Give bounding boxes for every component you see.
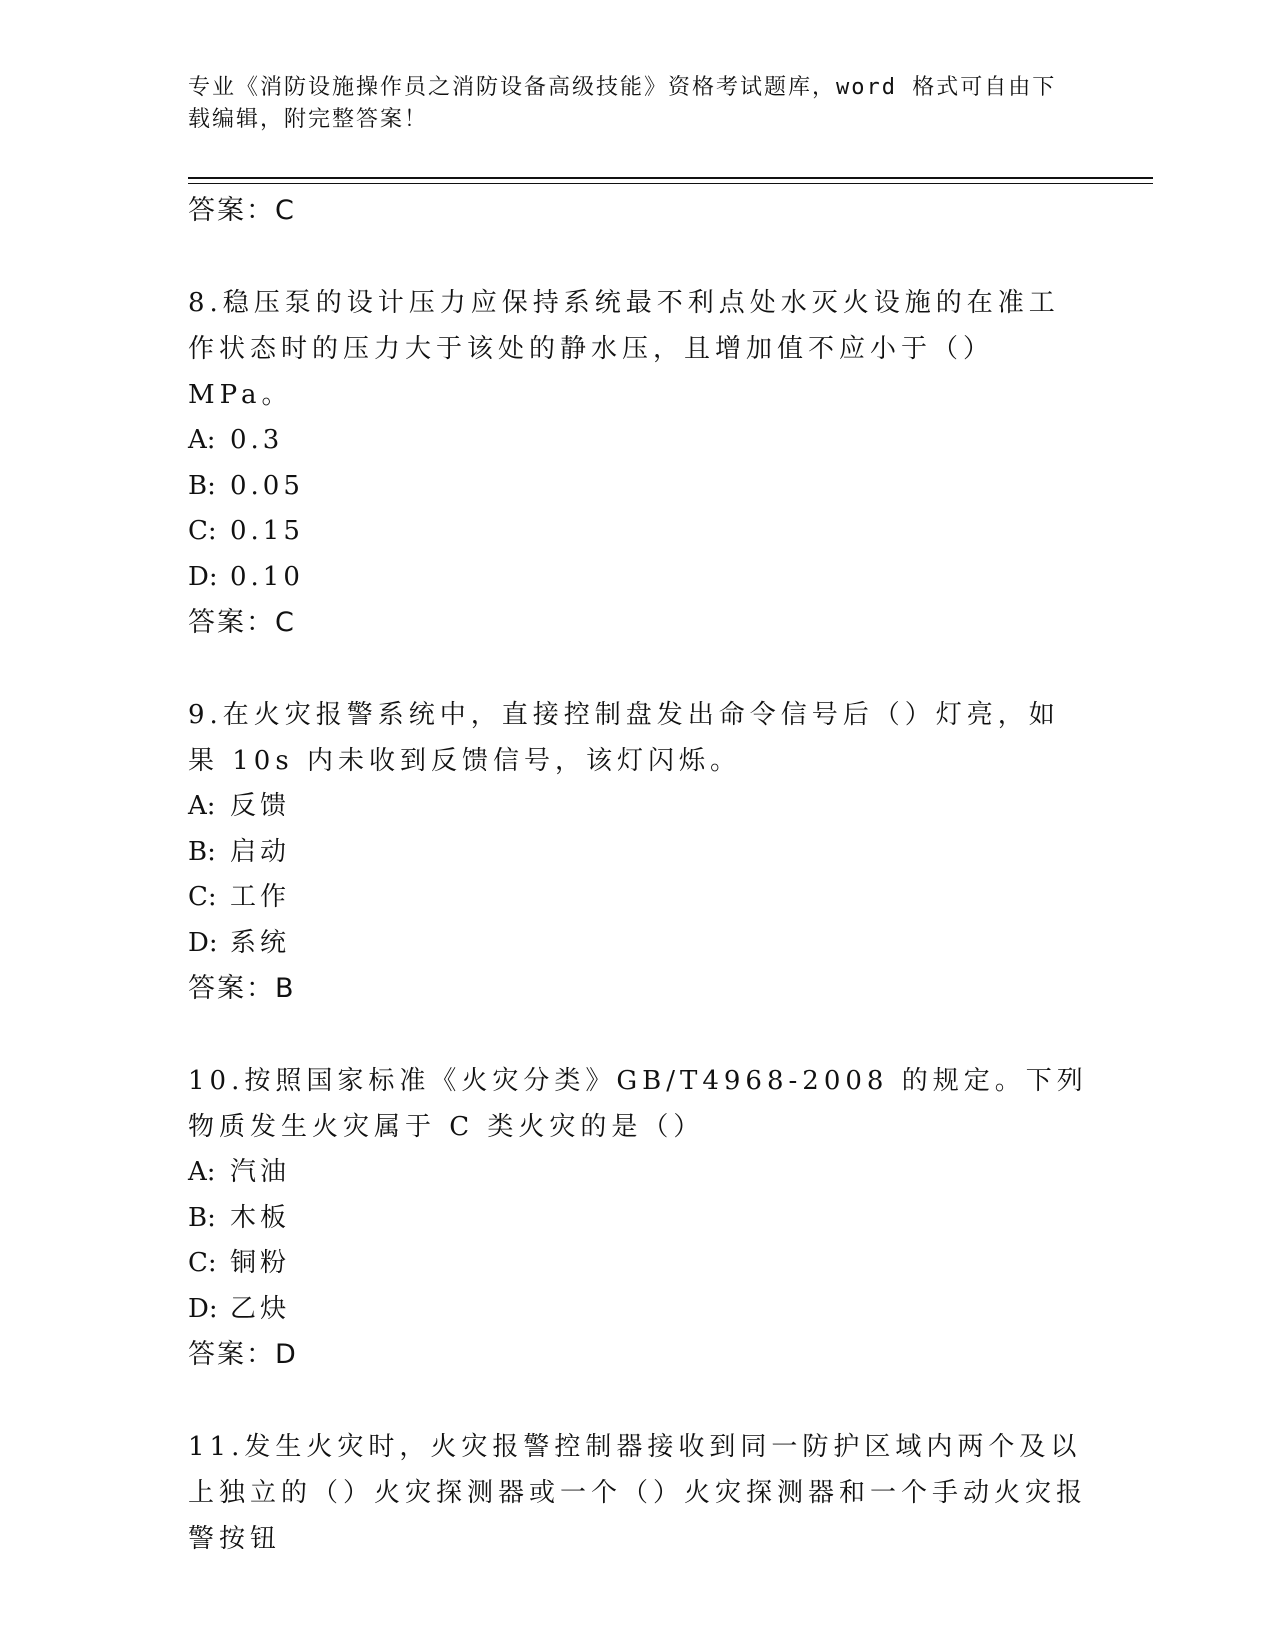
option-text: 木板 — [230, 1202, 291, 1233]
answer-label: 答案： — [188, 195, 275, 226]
option-key: B: — [188, 1202, 216, 1233]
header-divider-thick — [188, 177, 1153, 179]
question-9 — [188, 692, 1088, 1012]
option-d — [188, 1287, 1088, 1333]
option-key: B: — [188, 836, 216, 867]
option-key: D: — [188, 927, 218, 958]
option-key: D: — [188, 561, 218, 592]
option-text: 0.15 — [230, 516, 304, 546]
option-key: B: — [188, 470, 216, 501]
answer-label: 答案： — [188, 1339, 275, 1370]
option-a — [188, 1150, 1088, 1196]
document-header — [188, 72, 1068, 136]
option-b — [188, 830, 1088, 876]
option-c — [188, 1241, 1088, 1287]
option-key: A: — [188, 425, 216, 455]
option-b — [188, 464, 1088, 510]
header-divider-thin — [188, 183, 1153, 184]
answer-line — [188, 600, 1088, 646]
answer-label: 答案： — [188, 607, 275, 638]
option-d — [188, 555, 1088, 601]
option-c — [188, 509, 1088, 555]
option-text: 铜粉 — [230, 1248, 291, 1278]
header-line-2: 载编辑，附完整答案！ — [188, 107, 429, 132]
option-key: C: — [188, 1248, 217, 1278]
option-text: 乙炔 — [230, 1293, 291, 1324]
option-a — [188, 784, 1088, 830]
option-text: 系统 — [230, 927, 291, 958]
option-text: 反馈 — [230, 791, 291, 821]
option-a — [188, 418, 1088, 464]
answer-label: 答案： — [188, 973, 275, 1004]
option-b — [188, 1196, 1088, 1242]
option-key: C: — [188, 516, 217, 546]
answer-line — [188, 1332, 1088, 1378]
answer-value: C — [275, 607, 295, 638]
question-stem: 9.在火灾报警系统中，直接控制盘发出命令信号后（）灯亮，如果 10s 内未收到反馈信号，该灯闪烁。 — [188, 700, 1060, 776]
option-text: 工作 — [230, 882, 291, 912]
answer-value: B — [275, 973, 295, 1004]
question-11 — [188, 1424, 1088, 1562]
question-list — [188, 188, 1088, 1562]
question-stem: 11.发生火灾时，火灾报警控制器接收到同一防护区域内两个及以上独立的（）火灾探测器或一个（）火灾探测器和一个手动火灾报警按钮 — [188, 1432, 1088, 1554]
option-text: 0.05 — [230, 470, 304, 501]
option-c — [188, 875, 1088, 921]
answer-value: D — [275, 1339, 297, 1370]
question-8 — [188, 280, 1088, 646]
option-text: 0.10 — [230, 561, 304, 592]
option-text: 启动 — [230, 836, 291, 867]
answer-value: C — [275, 195, 295, 226]
option-text: 汽油 — [230, 1157, 291, 1187]
option-key: A: — [188, 791, 216, 821]
answer-line — [188, 966, 1088, 1012]
header-line-1: 专业《消防设施操作员之消防设备高级技能》资格考试题库，word 格式可自由下 — [188, 75, 1057, 100]
question-stem: 8.稳压泵的设计压力应保持系统最不利点处水灭火设施的在准工作状态时的压力大于该处的静水压，且增加值不应小于（）MPa。 — [188, 288, 1060, 410]
question-stem: 10.按照国家标准《火灾分类》GB/T4968-2008 的规定。下列物质发生火灾属于 C 类火灾的是（） — [188, 1066, 1088, 1142]
question-10 — [188, 1058, 1088, 1378]
option-key: A: — [188, 1157, 216, 1187]
option-d — [188, 921, 1088, 967]
option-text: 0.3 — [230, 425, 284, 455]
answer-line — [188, 188, 1088, 234]
option-key: C: — [188, 882, 217, 912]
option-key: D: — [188, 1293, 218, 1324]
